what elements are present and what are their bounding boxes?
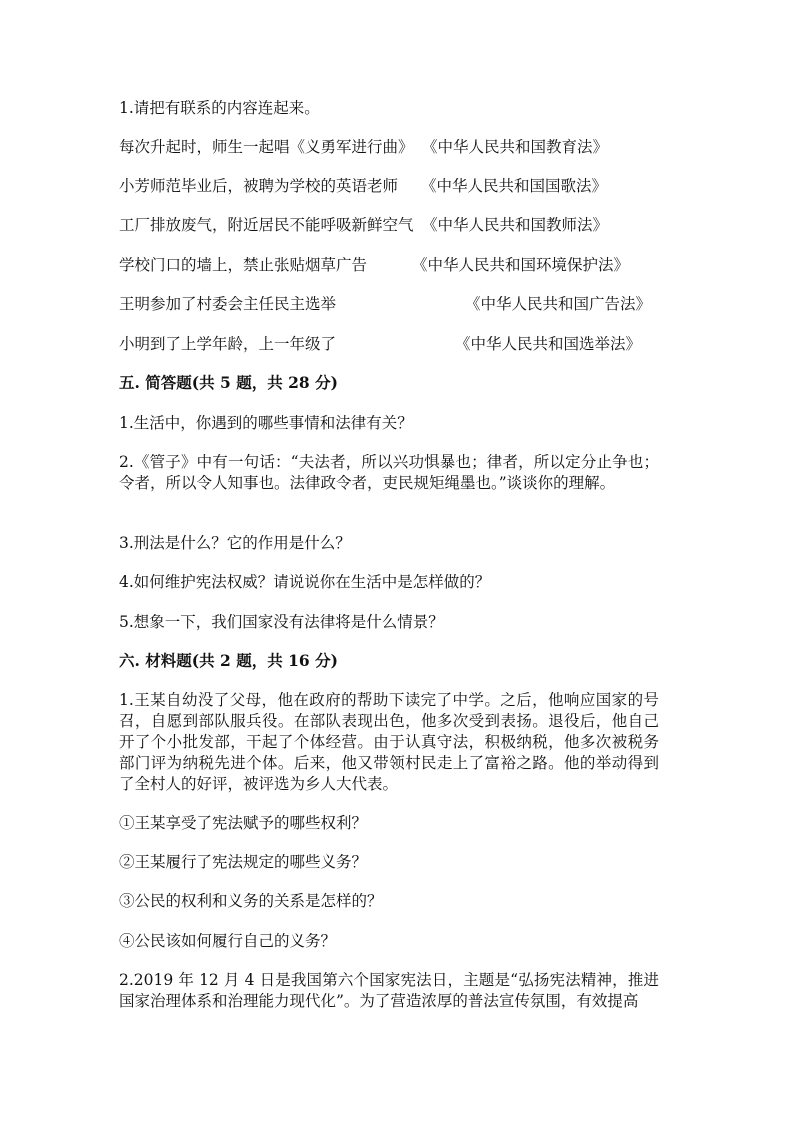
section6-subquestion-3: ③公民的权利和义务的关系是怎样的？ xyxy=(119,892,383,910)
section5-question-4: 4.如何维护宪法权威？请说说你在生活中是怎样做的？ xyxy=(119,573,491,591)
section6-subquestion-1: ①王某享受了宪法赋予的哪些权利？ xyxy=(119,814,368,832)
section6-heading: 六. 材料题(共 2 题，共 16 分) xyxy=(119,651,338,670)
match-right-1: 《中华人民共和国教育法》 xyxy=(422,138,609,156)
match-left-6: 小明到了上学年龄，上一年级了 xyxy=(119,335,337,353)
match-row-4 xyxy=(119,255,659,275)
section5-question-2: 2.《管子》中有一句话：“夫法者，所以兴功惧暴也；律者，所以定分止争也；令者，所以令人知事也。法律政令者，吏民规矩绳墨也。”谈谈你的理解。 xyxy=(119,453,659,492)
match-right-6: 《中华人民共和国选举法》 xyxy=(455,335,642,353)
match-row-2 xyxy=(119,176,659,196)
match-right-4: 《中华人民共和国环境保护法》 xyxy=(412,256,630,274)
match-left-5: 王明参加了村委会主任民主选举 xyxy=(119,295,337,313)
match-right-3: 《中华人民共和国教师法》 xyxy=(422,216,609,234)
section6-material-1: 1.王某自幼没了父母，他在政府的帮助下读完了中学。之后，他响应国家的号召，自愿到部队服兵役。在部队表现出色，他多次受到表扬。退役后，他自己开了个小批发部，干起了个体经营。由于认真守法，积极纳税，他多次被税务部门评为纳税先进个体。后来，他又带领村民走上了富裕之路。他的举动得到了全村人的好评，被评选为乡人大代表。 xyxy=(119,691,659,793)
match-left-2: 小芳师范毕业后，被聘为学校的英语老师 xyxy=(119,177,399,195)
section6-material-2: 2.2019 年 12 月 4 日是我国第六个国家宪法日，主题是“弘扬宪法精神，推进国家治理体系和治理能力现代化”。为了营造浓厚的普法宣传氛围，有效提高 xyxy=(119,971,659,1010)
match-left-3: 工厂排放废气，附近居民不能呼吸新鲜空气 xyxy=(119,216,414,234)
match-left-4: 学校门口的墙上，禁止张贴烟草广告 xyxy=(119,256,368,274)
match-row-6 xyxy=(119,334,659,354)
match-row-3 xyxy=(119,215,659,235)
section5-heading: 五. 简答题(共 5 题，共 28 分) xyxy=(119,373,338,392)
section5-question-5: 5.想象一下，我们国家没有法律将是什么情景？ xyxy=(119,613,444,631)
match-left-1: 每次升起时，师生一起唱《义勇军进行曲》 xyxy=(119,138,414,156)
matching-instruction: 1.请把有联系的内容连起来。 xyxy=(119,99,320,117)
match-row-5 xyxy=(119,294,659,314)
section5-question-1: 1.生活中，你遇到的哪些事情和法律有关？ xyxy=(119,414,413,432)
section6-subquestion-2: ②王某履行了宪法规定的哪些义务？ xyxy=(119,853,368,871)
section5-question-3: 3.刑法是什么？它的作用是什么？ xyxy=(119,534,351,552)
section6-subquestion-4: ④公民该如何履行自己的义务？ xyxy=(119,932,337,950)
match-right-2: 《中华人民共和国国歌法》 xyxy=(421,177,608,195)
match-right-5: 《中华人民共和国广告法》 xyxy=(465,295,652,313)
match-row-1 xyxy=(119,137,659,157)
